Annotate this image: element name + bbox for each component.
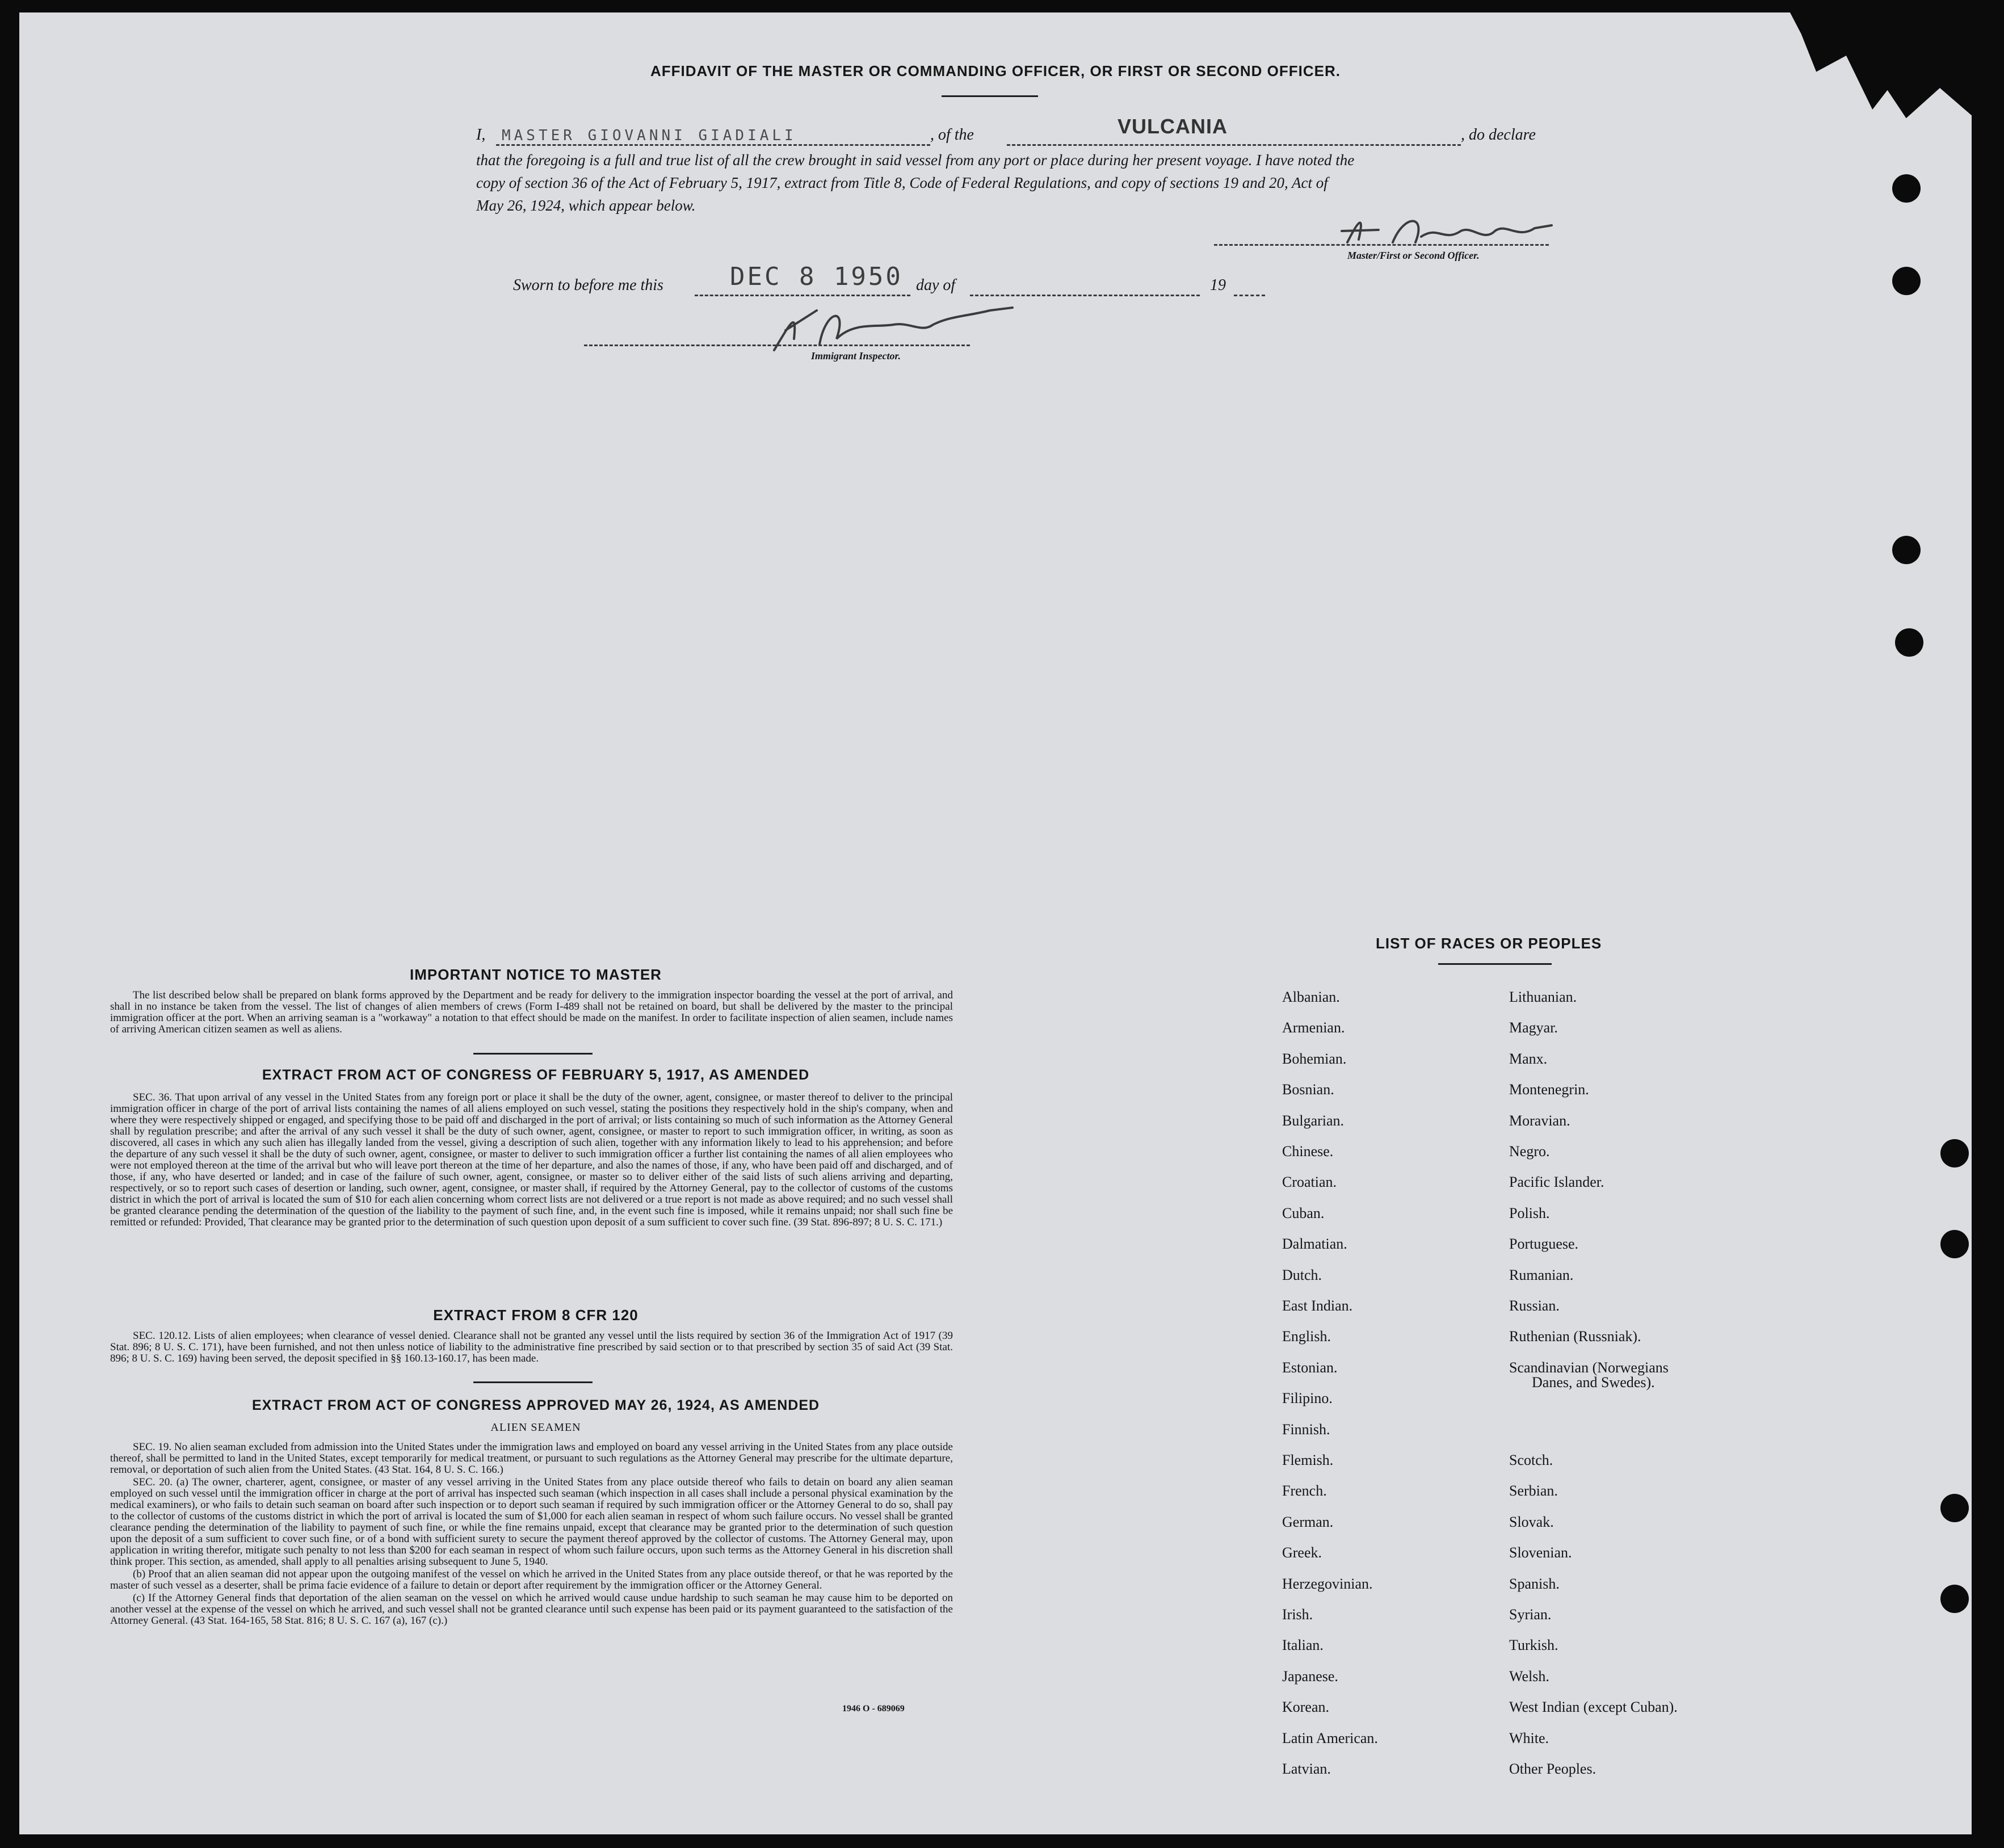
race-item: Dalmatian. xyxy=(1282,1236,1347,1253)
race-item: Greek. xyxy=(1282,1544,1322,1561)
race-item: Slovak. xyxy=(1509,1513,1554,1530)
notice-paragraph: The list described below shall be prepared on blank forms approved by the Department and be ready for delivery to the immigration inspector boarding the vessel at the port of arrival, and shall in no instance be taken from the vessel. The list of changes of alien members of crews (Form I-489 shall not be retained on board, but shall be delivered by the master to the principal immigration officer at the port. When an arriving seaman is a "workaway" a notation to that effect should be made on the manifest. In order to facilitate inspection of alien seamen, include names of arriving American citizen seamen as well as aliens. xyxy=(110,989,953,1035)
races-rule xyxy=(1438,963,1552,965)
year-line xyxy=(1234,295,1265,296)
title-rule xyxy=(942,95,1038,97)
extract-1924-title: EXTRACT FROM ACT OF CONGRESS APPROVED MAY 26, 1924, AS AMENDED xyxy=(251,1397,820,1413)
inspector-signature xyxy=(763,299,1024,356)
binder-hole xyxy=(1940,1139,1969,1167)
cfr-text xyxy=(110,1330,953,1366)
race-item: Spanish. xyxy=(1509,1575,1560,1592)
cfr-title: EXTRACT FROM 8 CFR 120 xyxy=(433,1307,638,1324)
race-item: Polish. xyxy=(1509,1204,1550,1221)
binder-hole xyxy=(1892,536,1921,564)
officer-label: Master/First or Second Officer. xyxy=(1347,250,1480,261)
race-item: Magyar. xyxy=(1509,1019,1558,1036)
extract-1917-text xyxy=(110,1092,953,1229)
race-item: French. xyxy=(1282,1482,1327,1500)
race-item: Armenian. xyxy=(1282,1019,1345,1036)
declarant-name: MASTER GIOVANNI GIADIALI xyxy=(502,127,797,144)
race-item: Lithuanian. xyxy=(1509,989,1577,1005)
inspector-label: Immigrant Inspector. xyxy=(811,350,901,362)
race-item: Slovenian. xyxy=(1509,1544,1572,1561)
race-item: Welsh. xyxy=(1509,1668,1549,1685)
race-item: Ruthenian (Russniak). xyxy=(1509,1328,1641,1345)
race-item: Filipino. xyxy=(1282,1390,1333,1407)
sec-20a-paragraph: SEC. 20. (a) The owner, charterer, agent, consignee, or master of any vessel arriving in the United States from any place outside thereof who fails to detain on board any alien seaman employed on such vessel until the immigration officer in charge at the port of arrival has inspected such seaman (which inspection in all cases shall include a personal physical examination by the medical examiners), or who fails to detain such seaman on board after such inspection or to deport such seaman if required by such immigration officer or the Attorney General to do so, shall pay to the collector of customs of the customs district in which the port of arrival is located the sum of $1,000 for each alien seaman in respect of whom such failure occurs. No vessel shall be granted clearance pending the determination of the liability to payment of such fine, or while the fine remains unpaid, except that clearance may be granted prior to the determination of such question upon the deposit of a sum sufficient to cover such fine, or of a bond with sufficient surety to secure the payment thereof approved by the collector of customs. The Attorney General may, upon application in writing therefor, mitigate such penalty to not less than $200 for each seaman in respect of whom such failure occurs, upon such terms as the Attorney General in his discretion shall think proper. This section, as amended, shall apply to all penalties arising subsequent to June 5, 1940. xyxy=(110,1476,953,1568)
race-item: Pacific Islander. xyxy=(1509,1174,1604,1191)
cfr-rule xyxy=(473,1381,593,1383)
race-item: Bulgarian. xyxy=(1282,1112,1345,1129)
race-item: East Indian. xyxy=(1282,1297,1353,1314)
race-item: Bohemian. xyxy=(1282,1050,1347,1067)
declaration-line-2: copy of section 36 of the Act of February 5, 1917, extract from Title 8, Code of Federal Regulations, and copy of sections 19 and 20, Act of xyxy=(476,174,1328,191)
race-item: Russian. xyxy=(1509,1297,1560,1314)
sworn-date-line xyxy=(695,295,910,296)
race-item: Chinese. xyxy=(1282,1143,1334,1160)
sec-20b-paragraph: (b) Proof that an alien seaman did not appear upon the outgoing manifest of the vessel on which he arrived in the United States from any place outside thereof, or that he was reported by the master of such vessel as a deserter, shall be prima facie evidence of a failure to detain or deport after requirement by the immigration officer or the Attorney General. xyxy=(110,1568,953,1591)
affidavit-title: AFFIDAVIT OF THE MASTER OR COMMANDING OFFICER, OR FIRST OR SECOND OFFICER. xyxy=(650,62,1341,79)
binder-hole xyxy=(1940,1585,1969,1613)
race-item: Other Peoples. xyxy=(1509,1761,1597,1777)
vessel-line xyxy=(1007,144,1461,146)
declaration-line-1: that the foregoing is a full and true list of all the crew brought in said vessel from any port or place during her present voyage. I have noted the xyxy=(476,152,1355,169)
binder-hole xyxy=(1892,267,1921,295)
binder-hole xyxy=(1892,174,1921,203)
do-declare-text: , do declare xyxy=(1461,126,1536,144)
race-item: Portuguese. xyxy=(1509,1236,1579,1253)
inspector-signature-line xyxy=(584,345,970,346)
officer-signature-line xyxy=(1214,244,1549,246)
month-line xyxy=(970,295,1200,296)
notice-rule xyxy=(473,1053,593,1055)
sec-19-paragraph: SEC. 19. No alien seaman excluded from admission into the United States under the immigration laws and employed on board any vessel arriving in the United States from any place outside thereof, shall be permitted to land in the United States, except temporarily for medical treatment, or pursuant to such regulations as the Attorney General may prescribe for the ultimate departure, removal, or deportation of such alien from the United States. (43 Stat. 164, 8 U. S. C. 166.) xyxy=(110,1441,953,1476)
race-item: Flemish. xyxy=(1282,1452,1334,1468)
race-item: Syrian. xyxy=(1509,1606,1552,1623)
declaration-line-3: May 26, 1924, which appear below. xyxy=(476,197,696,214)
race-item: Rumanian. xyxy=(1509,1266,1574,1283)
race-item: Finnish. xyxy=(1282,1421,1330,1438)
notice-title: IMPORTANT NOTICE TO MASTER xyxy=(410,966,662,983)
race-item: Croatian. xyxy=(1282,1174,1337,1191)
day-of-label: day of xyxy=(916,276,956,294)
sec-20c-paragraph: (c) If the Attorney General finds that deportation of the alien seaman on the vessel on which he arrived would cause undue hardship to such seaman he may cause him to be deported on another vessel at the expense of the vessel on which he arrived, and such vessel shall not be granted clearance until such expense has been paid or its payment guaranteed to the satisfaction of the Attorney General. (43 Stat. 164-165, 58 Stat. 816; 8 U. S. C. 167 (a), 167 (c).) xyxy=(110,1592,953,1627)
race-item: Negro. xyxy=(1509,1143,1550,1160)
binder-hole xyxy=(1940,1494,1969,1522)
race-item: Irish. xyxy=(1282,1606,1313,1623)
declarant-prefix: I, xyxy=(476,126,486,144)
race-item: Montenegrin. xyxy=(1509,1081,1589,1098)
races-title: LIST OF RACES OR PEOPLES xyxy=(1376,935,1602,952)
sec-120-12-paragraph: SEC. 120.12. Lists of alien employees; when clearance of vessel denied. Clearance shall not be granted any vessel until the lists required by section 36 of the Immigration Act of 1917 (39 Stat. 896; 8 U. S. C. 171), have been furnished, and not then unless notice of liability to the administrative fine prescribed by said section or to that prescribed by section 35 of said Act (39 Stat. 896; 8 U. S. C. 169) having been served, the deposit specified in §§ 160.13-160.17, has been made. xyxy=(110,1330,953,1364)
of-the-text: , of the xyxy=(930,126,974,144)
year-prefix: 19 xyxy=(1210,276,1226,294)
race-item: Bosnian. xyxy=(1282,1081,1334,1098)
race-item: West Indian (except Cuban). xyxy=(1509,1699,1678,1716)
race-item: Latin American. xyxy=(1282,1729,1378,1746)
race-item: Scandinavian (Norwegians xyxy=(1509,1359,1669,1376)
race-item: Italian. xyxy=(1282,1637,1324,1654)
race-item: Moravian. xyxy=(1509,1112,1570,1129)
officer-signature xyxy=(1325,208,1563,254)
binder-hole xyxy=(1895,628,1923,657)
extract-1924-text xyxy=(110,1442,953,1628)
sworn-label: Sworn to before me this xyxy=(513,276,663,294)
race-item: Cuban. xyxy=(1282,1204,1325,1221)
vessel-name: VULCANIA xyxy=(1117,115,1228,138)
race-item: Latvian. xyxy=(1282,1761,1331,1777)
race-item: Serbian. xyxy=(1509,1482,1558,1500)
declarant-line xyxy=(496,144,930,146)
race-item: Danes, and Swedes). xyxy=(1532,1374,1655,1391)
race-item: Japanese. xyxy=(1282,1668,1338,1685)
print-code: 1946 O - 689069 xyxy=(842,1704,905,1713)
race-item: German. xyxy=(1282,1513,1334,1530)
race-item: Manx. xyxy=(1509,1050,1548,1067)
race-item: Estonian. xyxy=(1282,1359,1338,1376)
race-item: Herzegovinian. xyxy=(1282,1575,1373,1592)
race-item: Turkish. xyxy=(1509,1637,1558,1654)
race-item: White. xyxy=(1509,1729,1549,1746)
race-item: Korean. xyxy=(1282,1699,1330,1716)
alien-seamen-subtitle: ALIEN SEAMEN xyxy=(490,1421,581,1434)
sworn-date-stamp: DEC 8 1950 xyxy=(730,262,903,291)
sec-36-paragraph: SEC. 36. That upon arrival of any vessel in the United States from any foreign port or place it shall be the duty of the owner, agent, consignee, or master thereof to deliver to the principal immigration officer in charge of the port of arrival lists containing the names of all aliens employed on such vessel, stating the positions they respectively hold in the ship's company, when and where they were respectively shipped or engaged, and specifying those to be paid off and discharged in the port of arrival; or lists containing so much of such information as the Attorney General shall by regulation prescribe; and after the arrival of any such vessel it shall be the duty of such owner, agent, consignee, or master to report to such immigration officer, in writing, as soon as discovered, all cases in which any such alien has illegally landed from the vessel, giving a description of such alien, together with any information likely to lead to his apprehension; and before the departure of any such vessel it shall be the duty of such owner, agent, consignee, or master to deliver to such immigration officer a further list containing the names of all alien employees who were not employed thereon at the time of the arrival but who will leave port thereon at the time of her departure, and also the names of those, if any, who have been paid off and discharged, and of those, if any, who have deserted or landed; and in case of the failure of such owner, agent, consignee, or master so to deliver either of the said lists of such aliens arriving and departing, respectively, or so to report such cases of desertion or landing, such owner, agent, consignee, or master shall, if required by the Attorney General, pay to the collector of customs of the customs district in which the port of arrival is located the sum of $10 for each alien concerning whom correct lists are not delivered or a true report is not made as above required; and no such vessel shall be granted clearance pending the determination of the question of the liability to the payment of such fine, and, in the event such fine is imposed, while it remains unpaid; nor shall such fine be remitted or refunded: Provided, That clearance may be granted prior to the determination of such question upon deposit of a sum sufficient to cover such fine. (39 Stat. 896-897; 8 U. S. C. 171.) xyxy=(110,1091,953,1228)
torn-corner xyxy=(1790,12,1972,120)
race-item: Albanian. xyxy=(1282,989,1340,1005)
form-page xyxy=(19,12,1972,1834)
race-item: Dutch. xyxy=(1282,1266,1322,1283)
notice-text xyxy=(110,990,953,1036)
extract-1917-title: EXTRACT FROM ACT OF CONGRESS OF FEBRUARY 5, 1917, AS AMENDED xyxy=(262,1067,810,1083)
binder-hole xyxy=(1940,1230,1969,1258)
race-item: English. xyxy=(1282,1328,1331,1345)
race-item: Scotch. xyxy=(1509,1452,1553,1468)
